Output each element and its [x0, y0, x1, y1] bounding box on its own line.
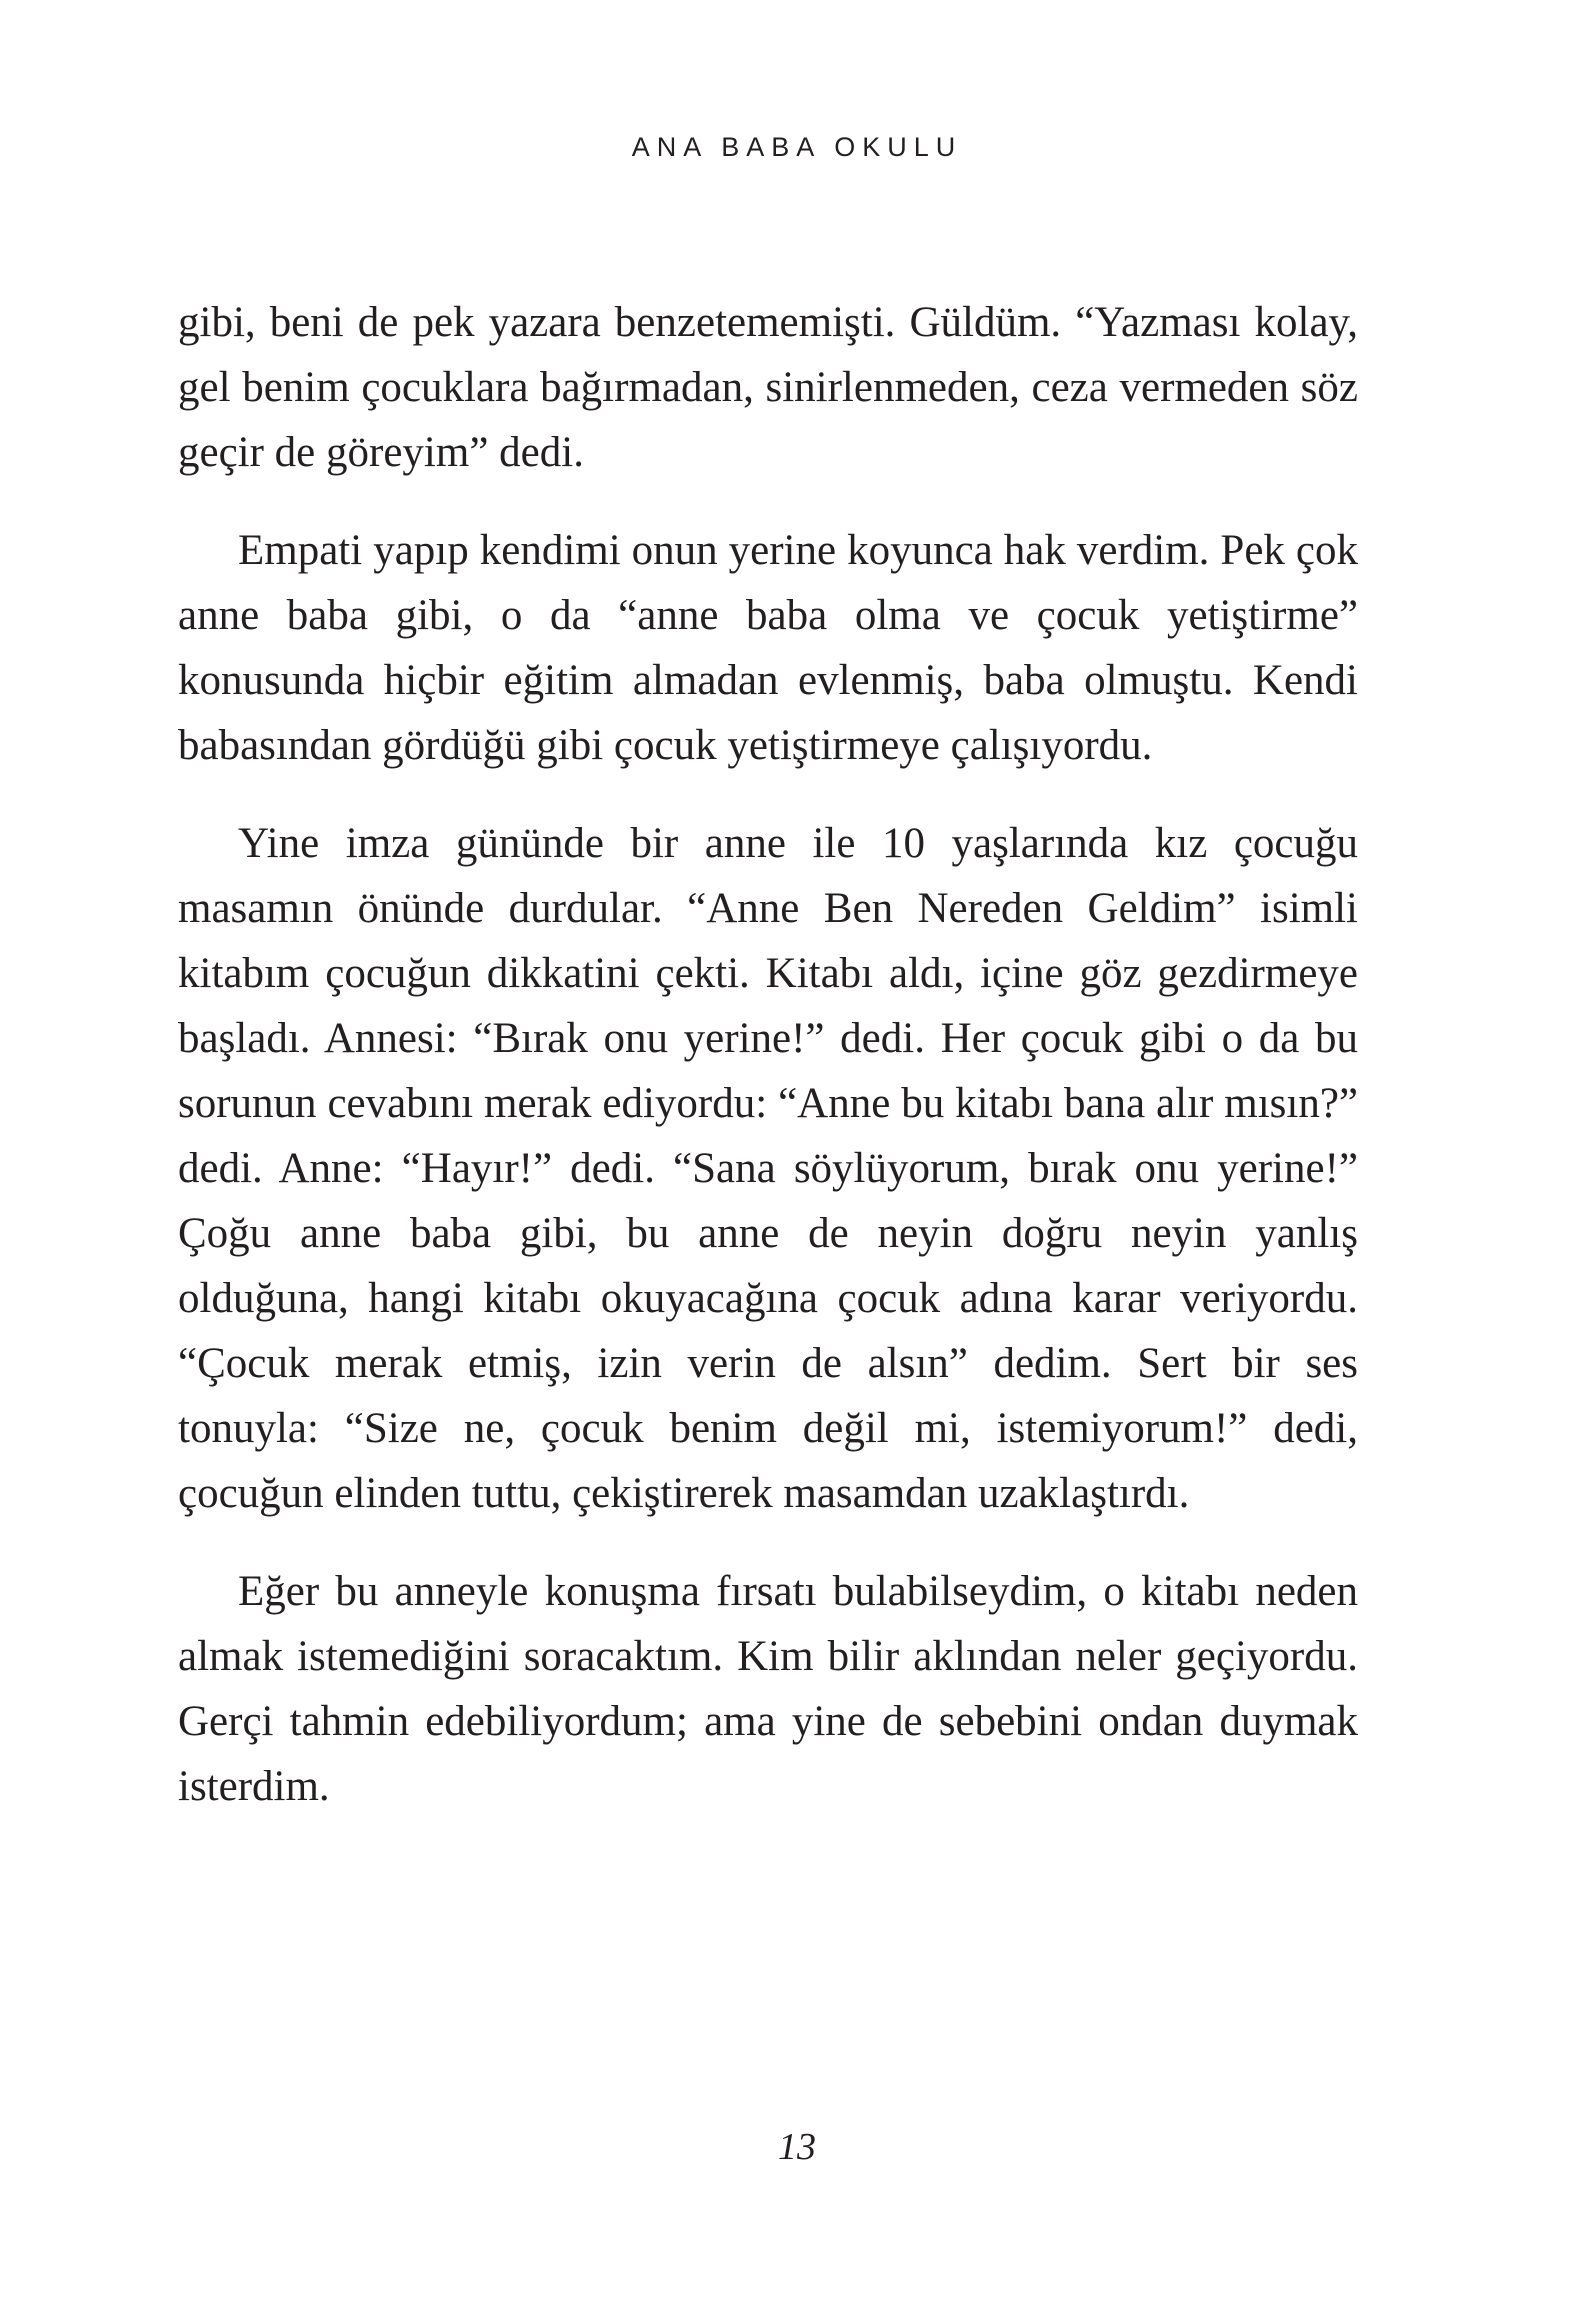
body-text [178, 290, 1358, 1852]
paragraph-2: Empati yapıp kendimi onun yerine koyunca hak verdim. Pek çok anne baba gibi, o da “anne baba olma ve çocuk yetiştirme” konusunda hiçbir eğitim almadan evlenmiş, baba olmuştu. Kendi babasından gördüğü gibi çocuk yetiştirmeye çalışıyordu. [178, 527, 1358, 769]
paragraph-1: gibi, beni de pek yazara benzetememişti. Güldüm. “Yazması kolay, gel benim çocuklara bağırmadan, sinirlenmeden, ceza vermeden söz geçir de göreyim” dedi. [178, 299, 1358, 476]
running-header: ANA BABA OKULU [631, 132, 963, 162]
paragraph-3: Yine imza gününde bir anne ile 10 yaşlarında kız çocuğu masamın önünde durdular. “Anne Ben Nereden Geldim” isimli kitabım çocuğun dikkatini çekti. Kitabı aldı, içine göz gezdirmeye başladı. Annesi: “Bırak onu yerine!” dedi. Her çocuk gibi o da bu sorunun cevabını merak ediyordu: “Anne bu kitabı bana alır mısın?” dedi. Anne: “Hayır!” dedi. “Sana söylüyorum, bırak onu yerine!” Çoğu anne baba gibi, bu anne de neyin doğru neyin yanlış olduğuna, hangi kitabı okuyacağına çocuk adına karar veriyordu. “Çocuk merak etmiş, izin verin de alsın” dedim. Sert bir ses tonuyla: “Size ne, çocuk benim değil mi, istemiyorum!” dedi, çocuğun elinden tuttu, çekiştirerek masamdan uzaklaştırdı. [178, 820, 1358, 1517]
paragraph-4: Eğer bu anneyle konuşma fırsatı bulabilseydim, o kitabı neden almak istemediğini soracaktım. Kim bilir aklından neler geçiyordu. Gerçi tahmin edebiliyordum; ama yine de sebebini ondan duymak isterdim. [178, 1568, 1358, 1810]
page-number: 13 [778, 2126, 816, 2168]
